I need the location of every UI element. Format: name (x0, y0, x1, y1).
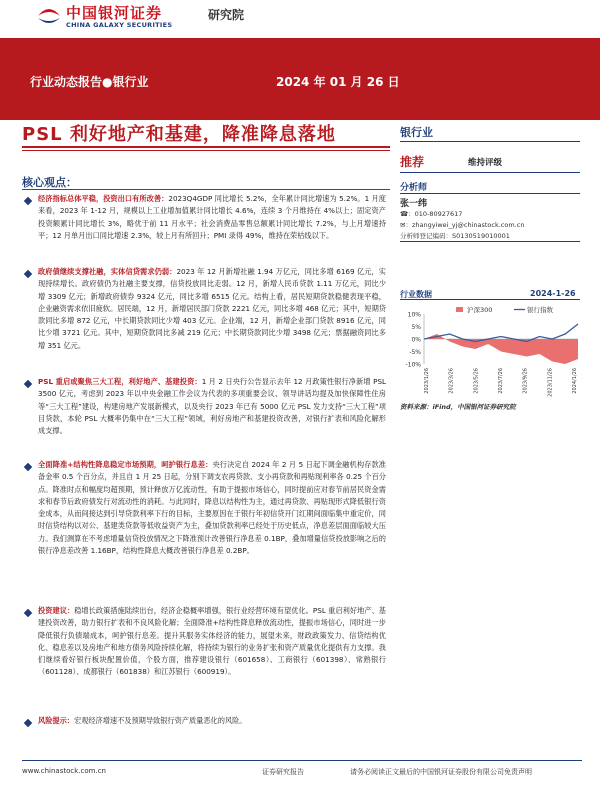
viewpoint-paragraph (38, 605, 386, 679)
sidebar-divider (400, 172, 580, 173)
bullet-marker (24, 197, 32, 205)
bullet-marker (24, 380, 32, 388)
legend-label: 沪深300 (467, 306, 493, 314)
footer-website-link[interactable]: www.chinastock.com.cn (22, 767, 106, 775)
bullet-marker (24, 463, 32, 471)
industry-label: 银行业 (400, 126, 433, 139)
footer-disclaimer: 请务必阅读正文最后的中国银河证券股份有限公司免责声明 (350, 768, 532, 776)
sidebar-divider (400, 193, 580, 194)
market-performance-chart (398, 302, 582, 400)
y-tick-label: -5% (409, 349, 421, 356)
legend-label: 银行指数 (527, 306, 553, 314)
title-divider-thin (22, 150, 390, 151)
paragraph-text: 2023 年 12 月新增社融 1.94 万亿元，同比多增 6169 亿元，实现持续增长。政府债仍为社融主要支撑，信贷投放同比走弱。12 月，新增人民币贷款 1.11 万亿元，同比少增 3309 亿元；新增政府债券 9324 亿元，同比多增 6515 亿元。结构上看，居民短期贷款稳健表现平稳，企业融资需求依旧疲软。居民端，12 月，新增居民部门贷款 2221 亿元，同比多增 468 亿元；其中，短期贷款同比多增 872 亿元，中长期贷款同比少增 403 亿元。企业端，12 月，新增企业部门贷款 8916 亿元，同比少增 3721 亿元。其中，短期贷款同比多减 219 亿元；中长期贷款同比少增 3498 亿元；票据融资同比多增 351 亿元。 (38, 267, 386, 350)
core-views-heading: 核心观点： (22, 176, 77, 189)
report-date: 2024 年 01 月 26 日 (276, 75, 400, 89)
market-data-divider (400, 299, 580, 300)
title-divider (22, 146, 390, 148)
report-type: 行业动态报告●银行业 (30, 75, 149, 89)
report-title: PSL 利好地产和基建，降准降息落地 (22, 124, 336, 145)
paragraph-text: 1 月 2 日央行公告显示去年 12 月政策性银行净新增 PSL 3500 亿元，考虑到 2023 年以中央金融工作会议为代表的多项重要会议、领导讲话均提及加快保障性住房等“三大工程”建设，构建房地产发展新模式，以及央行 2023 年已有 5000 亿元 PSL 发力支持“三大工程”项目贷款，本轮 PSL 大概率仍集中在“三大工程”领域，利好房地产和基建投资改善，对银行扩表和风险化解形成支撑。 (38, 377, 387, 435)
x-tick-label: 2023/11/26 (547, 368, 554, 397)
paragraph-lead: 经济指标总体平稳，投资出口有所改善： (38, 194, 169, 203)
market-data-heading: 行业数据 (400, 290, 432, 299)
x-tick-label: 2023/5/26 (473, 368, 480, 394)
analyst-heading: 分析师 (400, 183, 428, 193)
department-label: 研究院 (208, 8, 245, 22)
x-tick-label: 2023/9/26 (522, 368, 529, 394)
sidebar-divider (400, 141, 580, 142)
brand-name-english: CHINA GALAXY SECURITIES (66, 21, 173, 29)
viewpoint-paragraph (38, 376, 386, 437)
viewpoint-paragraph (38, 266, 386, 352)
sidebar-divider (400, 241, 580, 242)
legend-swatch (456, 307, 463, 312)
x-tick-label: 2023/3/26 (448, 368, 455, 394)
bullet-marker (24, 270, 32, 278)
brand-name: 中国银河证券 (66, 4, 163, 22)
paragraph-text: 宏观经济增速不及预期导致银行资产质量恶化的风险。 (73, 716, 247, 725)
paragraph-text: 稳增长政策措施陆续出台，经济企稳概率增强，银行业经营环境有望优化。PSL 重启利好地产、基建投资改善，助力银行扩表和不良风险化解；全面降准+结构性降息释放流动性，提振市场信心，同时进一步降低银行负债端成本，呵护银行息差。提升其服务实体经济的能力，展望未来，财政政策发力、信贷结构优化、稳息差以及房地产和地方债务风险持续化解，将持续为银行的业务扩张和资产质量优化提供有力支撑。我们继续看好银行板块配置价值，个股方面，推荐建设银行（601658）、工商银行（601398）、常熟银行（601128）、成都银行（601838）和江苏银行（600919）。 (38, 606, 386, 677)
paragraph-text: 2023Q4GDP 同比增长 5.2%，全年累计同比增速为 5.2%。1 月度来看，2023 年 1-12 月，规模以上工业增加值累计同比增长 4.6%，连续 3 个月维持在 4%以上；固定资产投资额累计同比增长 3%，略优于前 11 月水平；社会消费品零售总额累计同比增长 7.2%，与上月增速持平；12 月单月出口同比增速 2.3%，较上月有所回升；PMI 录得 49%，维持在荣枯线以下。 (38, 194, 386, 240)
analyst-registration: 分析师登记编码：S0130519010001 (400, 232, 510, 240)
rating-label: 维持评级 (468, 158, 503, 168)
recommendation-label: 推荐 (400, 155, 425, 169)
footer-divider (22, 760, 582, 761)
bullet-marker (24, 719, 32, 727)
analyst-email[interactable]: ✉：zhangyiwei_yj@chinastock.com.cn (400, 221, 525, 229)
paragraph-lead: PSL 重启或聚焦三大工程，利好地产、基建投资： (38, 377, 202, 386)
x-tick-label: 2023/7/26 (498, 368, 504, 394)
chart-source: 资料来源：iFind，中国银河证券研究院 (400, 403, 516, 411)
paragraph-lead: 投资建议： (38, 606, 75, 615)
bullet-marker (24, 609, 32, 617)
market-data-date: 2024-1-26 (530, 289, 576, 298)
viewpoint-paragraph (38, 459, 386, 557)
y-tick-label: 10% (407, 311, 421, 319)
x-tick-label: 2023/1/26 (424, 368, 430, 394)
paragraph-lead: 全面降准+结构性降息稳定市场预期，呵护银行息差： (38, 460, 213, 469)
viewpoint-paragraph (38, 193, 386, 242)
paragraph-text: 央行决定自 2024 年 2 月 5 日起下调金融机构存款准备金率 0.5 个百分点，并且自 1 月 25 日起，分别下调支农再贷款、支小再贷款和再贴现利率各 0.25 个百分点。降准时点和幅度均超预期，预计释放万亿流动性，有助于提振市场信心，同时提前应对春节前居民资金需求和春节后政府债发行对流动性的消耗。与此同时，降息以结构性为主，通过再贷款、再贴现形式降低银行资金成本，从而间接达到引导贷款利率下行的目标，主要原因在于银行年初信贷开门红期间面临集中重定价，同时信贷结构以对公、基建类贷款等低收益资产为主，叠加贷款利率已经处于历史低点，净息差层面面临较大压力。我们测算在不考虑增量信贷投放情况之下降准预计改善银行净息差 0.1BP，叠加增量信贷投放影响之后的银行净息差改善 1.16BP，结构性降息大概改善银行净息差 0.2BP。 (38, 460, 386, 555)
y-tick-label: 0% (411, 336, 421, 344)
x-tick-label: 2024/1/26 (572, 368, 578, 394)
company-logo (36, 4, 62, 26)
core-views-divider (22, 189, 390, 190)
viewpoint-paragraph (38, 715, 386, 727)
y-tick-label: 5% (411, 324, 421, 331)
paragraph-lead: 政府债继续支撑社融，实体信贷需求仍弱： (38, 267, 177, 276)
analyst-name: 张一纬 (400, 199, 428, 209)
y-tick-label: -10% (405, 361, 421, 369)
footer-label: 证券研究报告 (262, 768, 304, 776)
paragraph-lead: 风险提示： (38, 716, 74, 725)
analyst-phone: ☎：010-80927617 (400, 210, 463, 218)
